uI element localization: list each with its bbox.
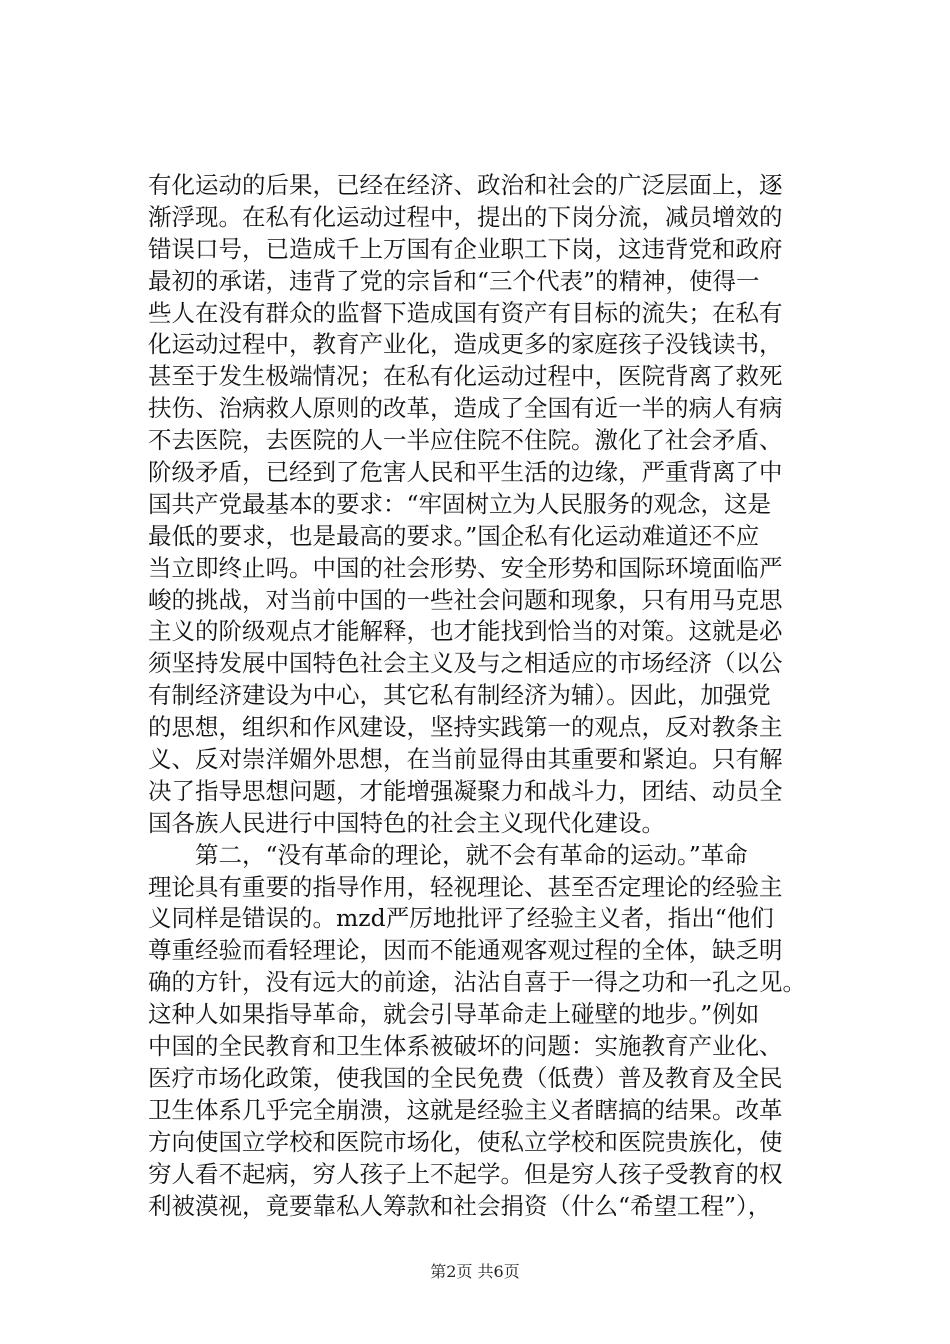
text-line: 峻的挑战，对当前中国的一些社会问题和现象，只有用马克思 bbox=[148, 585, 783, 614]
text-line: 些人在没有群众的监督下造成国有资产有目标的流失；在私有 bbox=[148, 298, 783, 327]
text-line: 最低的要求，也是最高的要求。”国企私有化运动难道还不应 bbox=[148, 521, 760, 550]
text-line: 第二，“没有革命的理论，就不会有革命的运动。”革命 bbox=[148, 840, 748, 869]
text-line: 卫生体系几乎完全崩溃，这就是经验主义者瞎搞的结果。改革 bbox=[148, 1095, 783, 1124]
text-line: 当立即终止吗。中国的社会形势、安全形势和国际环境面临严 bbox=[148, 553, 783, 582]
text-line: 有化运动的后果，已经在经济、政治和社会的广泛层面上，逐 bbox=[148, 171, 783, 199]
body-text bbox=[148, 170, 838, 1222]
text-line: 理论具有重要的指导作用，轻视理论、甚至否定理论的经验主 bbox=[148, 872, 783, 901]
text-line: 医疗市场化政策，使我国的全民免费（低费）普及教育及全民 bbox=[148, 1063, 783, 1092]
text-line: 有制经济建设为中心，其它私有制经济为辅）。因此，加强党 bbox=[148, 681, 771, 710]
text-line: 甚至于发生极端情况；在私有化运动过程中，医院背离了救死 bbox=[148, 362, 783, 391]
text-line: 义、反对崇洋媚外思想，在当前显得由其重要和紧迫。只有解 bbox=[148, 745, 783, 774]
text-line: 中国的全民教育和卫生体系被破坏的问题：实施教育产业化、 bbox=[148, 1032, 783, 1061]
page-footer: 第2页 共6页 bbox=[430, 1262, 520, 1281]
text-line: 扶伤、治病救人原则的改革，造成了全国有近一半的病人有病 bbox=[148, 394, 783, 423]
text-line: 主义的阶级观点才能解释，也才能找到恰当的对策。这就是必 bbox=[148, 617, 783, 646]
text-line: 阶级矛盾，已经到了危害人民和平生活的边缘，严重背离了中 bbox=[148, 458, 783, 487]
text-line: 错误口号，已造成千上万国有企业职工下岗，这违背党和政府 bbox=[148, 234, 783, 263]
text-line: 尊重经验而看轻理论，因而不能通观客观过程的全体，缺乏明 bbox=[148, 936, 783, 965]
text-line: 利被漠视，竟要靠私人筹款和社会捐资（什么“希望工程”）， bbox=[148, 1191, 772, 1220]
text-line: 化运动过程中，教育产业化，造成更多的家庭孩子没钱读书， bbox=[148, 330, 783, 359]
text-line: 穷人看不起病，穷人孩子上不起学。但是穷人孩子受教育的权 bbox=[148, 1159, 783, 1188]
text-line: 义同样是错误的。mzd严厉地批评了经验主义者，指出“他们 bbox=[148, 904, 774, 933]
text-line: 渐浮现。在私有化运动过程中，提出的下岗分流，减员增效的 bbox=[148, 202, 783, 231]
text-line: 不去医院，去医院的人一半应住院不住院。激化了社会矛盾、 bbox=[148, 426, 783, 455]
text-line: 方向使国立学校和医院市场化，使私立学校和医院贵族化，使 bbox=[148, 1127, 783, 1156]
text-line: 确的方针，没有远大的前途，沾沾自喜于一得之功和一孔之见。 bbox=[148, 968, 806, 997]
text-line: 最初的承诺，违背了党的宗旨和“三个代表”的精神，使得一 bbox=[148, 266, 760, 295]
text-line: 决了指导思想问题，才能增强凝聚力和战斗力，团结、动员全 bbox=[148, 776, 783, 805]
text-line: 的思想，组织和作风建设，坚持实践第一的观点，反对教条主 bbox=[148, 713, 783, 742]
text-line: 这种人如果指导革命，就会引导革命走上碰壁的地步。”例如 bbox=[148, 1000, 760, 1029]
text-line: 国各族人民进行中国特色的社会主义现代化建设。 bbox=[148, 808, 665, 837]
text-line: 须坚持发展中国特色社会主义及与之相适应的市场经济（以公 bbox=[148, 649, 783, 678]
text-line: 国共产党最基本的要求：“牢固树立为人民服务的观念，这是 bbox=[148, 489, 772, 518]
